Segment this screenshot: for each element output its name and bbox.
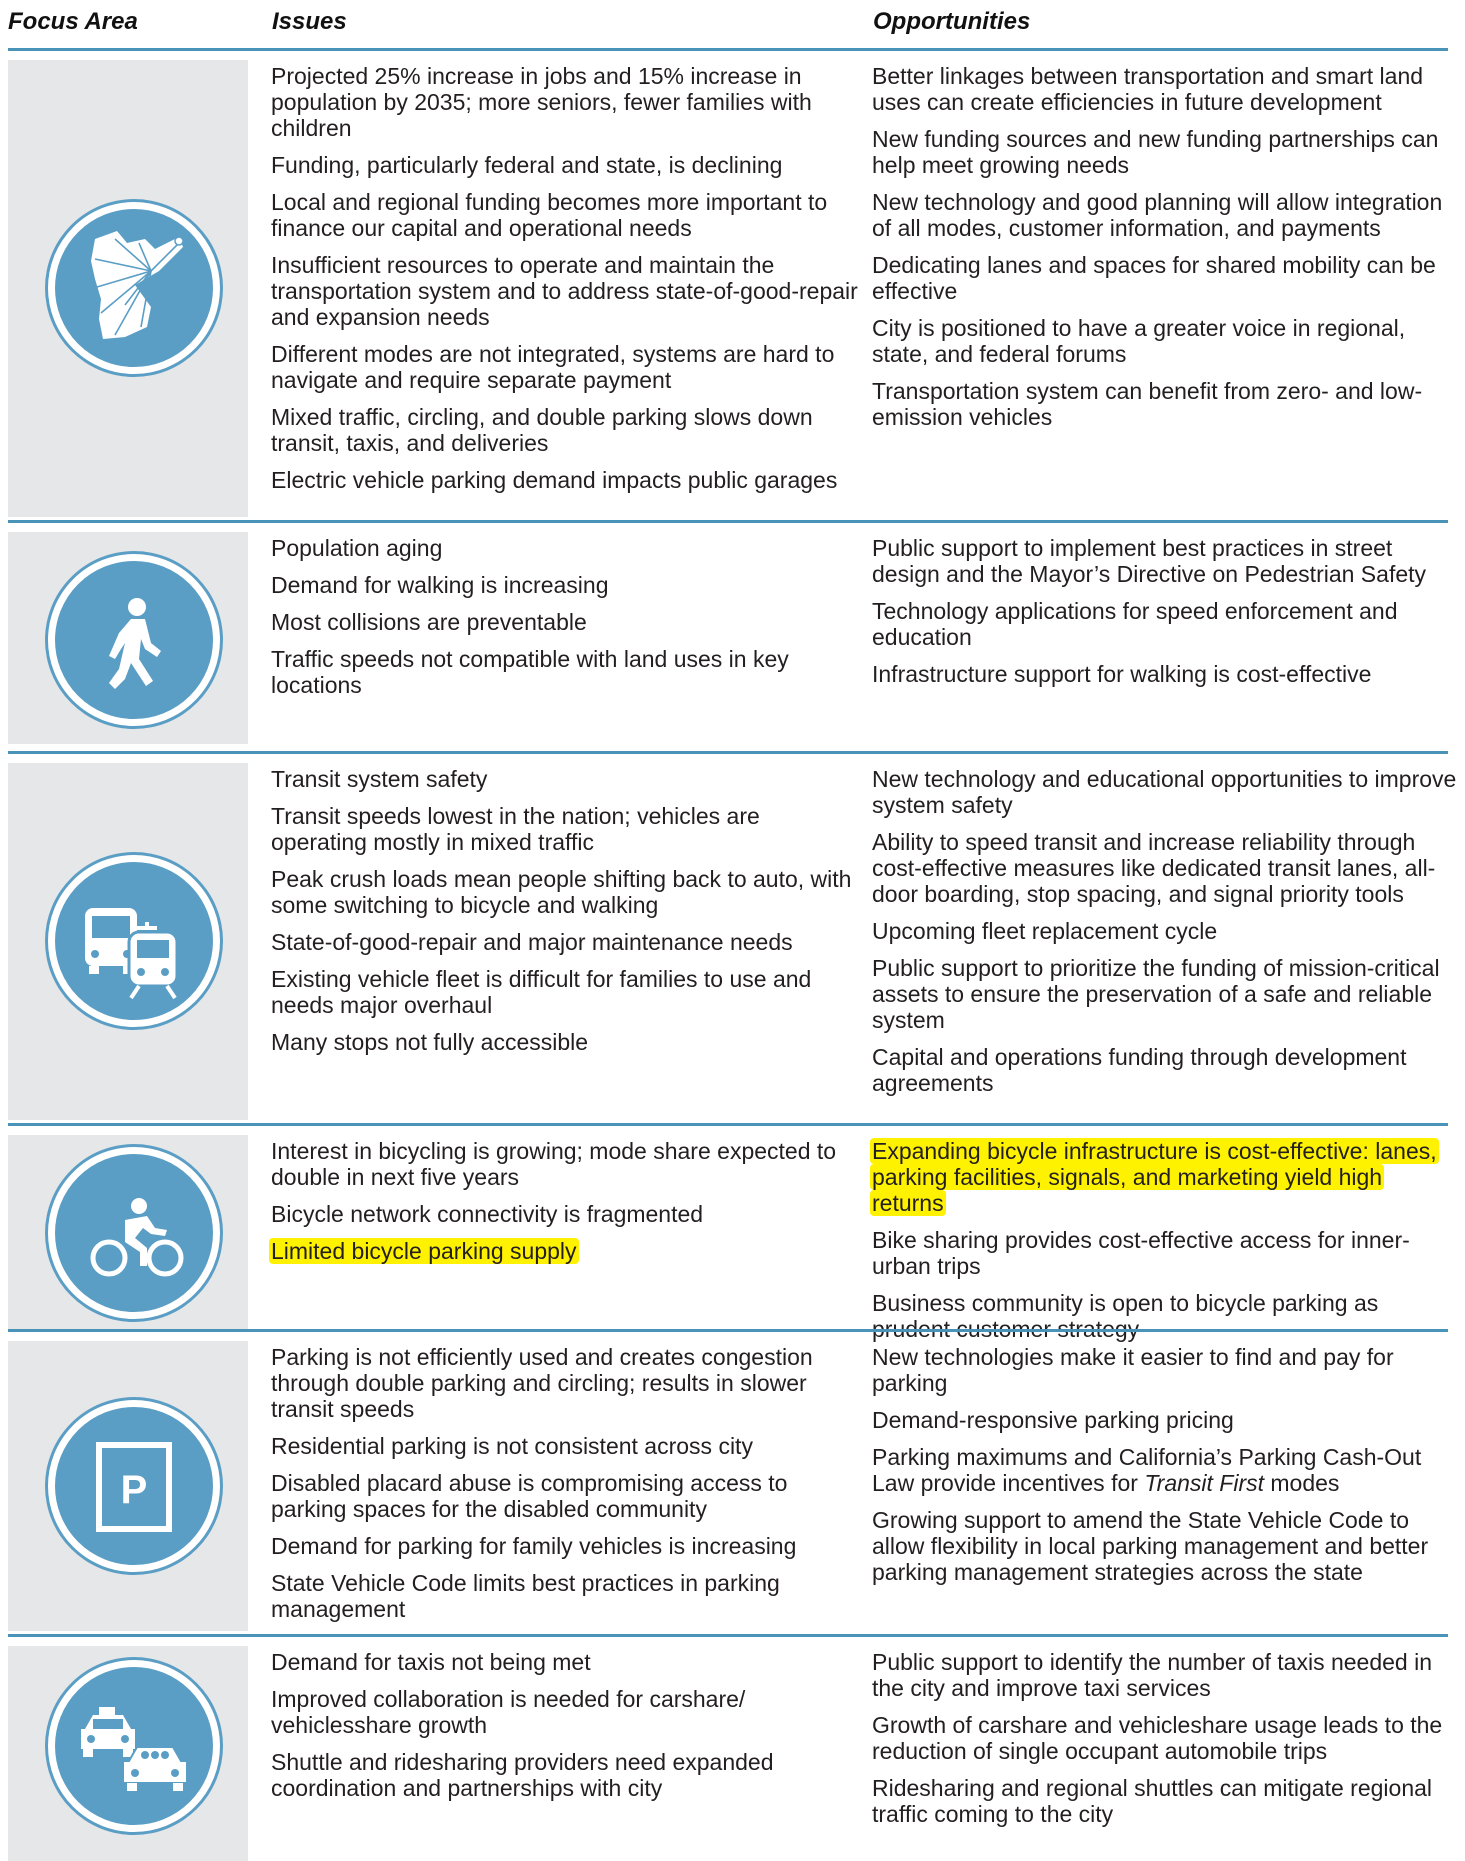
list-item: Interest in bicycling is growing; mode share expected to double in next five years [271, 1138, 837, 1190]
section-transit [8, 751, 1457, 1120]
svg-text:P: P [120, 1468, 148, 1512]
list-item: State-of-good-repair and major maintenance needs [271, 929, 793, 955]
list-item: New funding sources and new funding partnerships can help meet growing needs [872, 126, 1439, 178]
list-item: Transit system safety [271, 766, 488, 792]
focus-area-cell [8, 60, 248, 517]
list-item: Public support to identify the number of taxis needed in the city and improve taxi services [872, 1649, 1433, 1701]
list-item: Infrastructure support for walking is cost-effective [872, 661, 1372, 687]
focus-area-cell [8, 1135, 248, 1329]
list-item: Public support to prioritize the funding of mission-critical assets to ensure the preservation of a safe and reliable system [872, 955, 1440, 1033]
opportunities-list [872, 535, 1462, 698]
list-item: Population aging [271, 535, 443, 561]
list-item: State Vehicle Code limits best practices in parking management [271, 1570, 780, 1622]
focus-area-cell [8, 763, 248, 1120]
list-item [271, 1238, 861, 1264]
header-focus-area: Focus Area [8, 8, 138, 35]
list-item [872, 1444, 1462, 1496]
list-item: Better linkages between transportation and smart land uses can create efficiencies in future development [872, 63, 1424, 115]
list-item: City is positioned to have a greater voice in regional, state, and federal forums [872, 315, 1406, 367]
focus-area-cell [8, 1646, 248, 1861]
list-item: Demand-responsive parking pricing [872, 1407, 1234, 1433]
list-item: Demand for walking is increasing [271, 572, 609, 598]
focus-area-cell [8, 1341, 248, 1631]
section-bicycling [8, 1123, 1448, 1342]
issues-list [271, 766, 861, 1066]
list-item: Parking is not efficiently used and creates congestion through double parking and circling; results in slower transit speeds [271, 1344, 813, 1422]
list-item [872, 1138, 1462, 1216]
issues-list [271, 63, 861, 504]
list-item: Mixed traffic, circling, and double parking slows down transit, taxis, and deliveries [271, 404, 813, 456]
list-item: Improved collaboration is needed for carshare/ vehiclesshare growth [271, 1686, 746, 1738]
opportunities-list [872, 766, 1462, 1107]
issues-list [271, 1344, 861, 1633]
list-item: Transportation system can benefit from zero- and low-emission vehicles [872, 378, 1423, 430]
list-item: Business community is open to bicycle parking as prudent customer strategy [872, 1290, 1379, 1342]
list-item: Disabled placard abuse is compromising access to parking spaces for the disabled community [271, 1470, 788, 1522]
italic-term: Transit First [1144, 1470, 1264, 1496]
section-parking [8, 1329, 1448, 1631]
list-item-text: Parking maximums and California’s Parking Cash-Out Law provide incentives for [872, 1444, 1422, 1496]
issues-list [271, 1138, 861, 1275]
list-item: Transit speeds lowest in the nation; vehicles are operating mostly in mixed traffic [271, 803, 760, 855]
opportunities-list [872, 63, 1462, 441]
list-item: Ability to speed transit and increase reliability through cost-effective measures like dedicated transit lanes, all-door boarding, stop spacing, and signal priority tools [872, 829, 1436, 907]
list-item: Insufficient resources to operate and maintain the transportation system and to address state-of-good-repair and expansion needs [271, 252, 858, 330]
city-map-icon [48, 202, 220, 374]
list-item-text: modes [1270, 1470, 1340, 1496]
header-opportunities: Opportunities [873, 8, 1031, 35]
list-item: Public support to implement best practices in street design and the Mayor’s Directive on Pedestrian Safety [872, 535, 1427, 587]
list-item: Bike sharing provides cost-effective access for inner-urban trips [872, 1227, 1410, 1279]
list-item: Upcoming fleet replacement cycle [872, 918, 1218, 944]
header-issues: Issues [272, 8, 347, 35]
list-item: Projected 25% increase in jobs and 15% increase in population by 2035; more seniors, fewer families with children [271, 63, 812, 141]
list-item: Growth of carshare and vehicleshare usage leads to the reduction of single occupant automobile trips [872, 1712, 1443, 1764]
bicyclist-icon [48, 1147, 220, 1319]
section-walking [8, 520, 1448, 748]
list-item: Technology applications for speed enforcement and education [872, 598, 1398, 650]
list-item: Traffic speeds not compatible with land uses in key locations [271, 646, 789, 698]
section-general [8, 48, 1448, 517]
list-item: Demand for taxis not being met [271, 1649, 591, 1675]
list-item: Growing support to amend the State Vehicle Code to allow flexibility in local parking management and better parking management strategies across the state [872, 1507, 1429, 1585]
pedestrian-icon [48, 554, 220, 726]
section-taxi-carshare [8, 1634, 1448, 1861]
list-item: Residential parking is not consistent across city [271, 1433, 753, 1459]
bus-and-train-icon [48, 855, 220, 1027]
list-item: Demand for parking for family vehicles is increasing [271, 1533, 797, 1559]
opportunities-list [872, 1138, 1462, 1353]
list-item: Different modes are not integrated, systems are hard to navigate and require separate payment [271, 341, 835, 393]
list-item: Dedicating lanes and spaces for shared mobility can be effective [872, 252, 1436, 304]
list-item: New technologies make it easier to find and pay for parking [872, 1344, 1394, 1396]
list-item: Funding, particularly federal and state, is declining [271, 152, 783, 178]
focus-area-cell [8, 532, 248, 744]
highlighted-text: Limited bicycle parking supply [271, 1238, 577, 1264]
list-item: Local and regional funding becomes more important to finance our capital and operational needs [271, 189, 828, 241]
list-item: Electric vehicle parking demand impacts public garages [271, 467, 838, 493]
opportunities-list [872, 1649, 1462, 1838]
highlighted-text: Expanding bicycle infrastructure is cost-effective: lanes, parking facilities, signals, and marketing yield high returns [872, 1138, 1437, 1216]
list-item: Ridesharing and regional shuttles can mitigate regional traffic coming to the city [872, 1775, 1433, 1827]
opportunities-list [872, 1344, 1462, 1596]
list-item: Peak crush loads mean people shifting back to auto, with some switching to bicycle and walking [271, 866, 852, 918]
list-item: Capital and operations funding through development agreements [872, 1044, 1407, 1096]
issues-list [271, 1649, 861, 1812]
parking-sign-icon [48, 1400, 220, 1572]
list-item: Existing vehicle fleet is difficult for families to use and needs major overhaul [271, 966, 812, 1018]
list-item: New technology and good planning will allow integration of all modes, customer information, and payments [872, 189, 1443, 241]
taxi-and-carshare-icon [48, 1660, 220, 1832]
list-item: Most collisions are preventable [271, 609, 587, 635]
list-item: Many stops not fully accessible [271, 1029, 589, 1055]
list-item: New technology and educational opportunities to improve system safety [872, 766, 1457, 818]
table-header [0, 8, 1465, 44]
issues-list [271, 535, 861, 709]
list-item: Shuttle and ridesharing providers need expanded coordination and partnerships with city [271, 1749, 774, 1801]
list-item: Bicycle network connectivity is fragmented [271, 1201, 704, 1227]
